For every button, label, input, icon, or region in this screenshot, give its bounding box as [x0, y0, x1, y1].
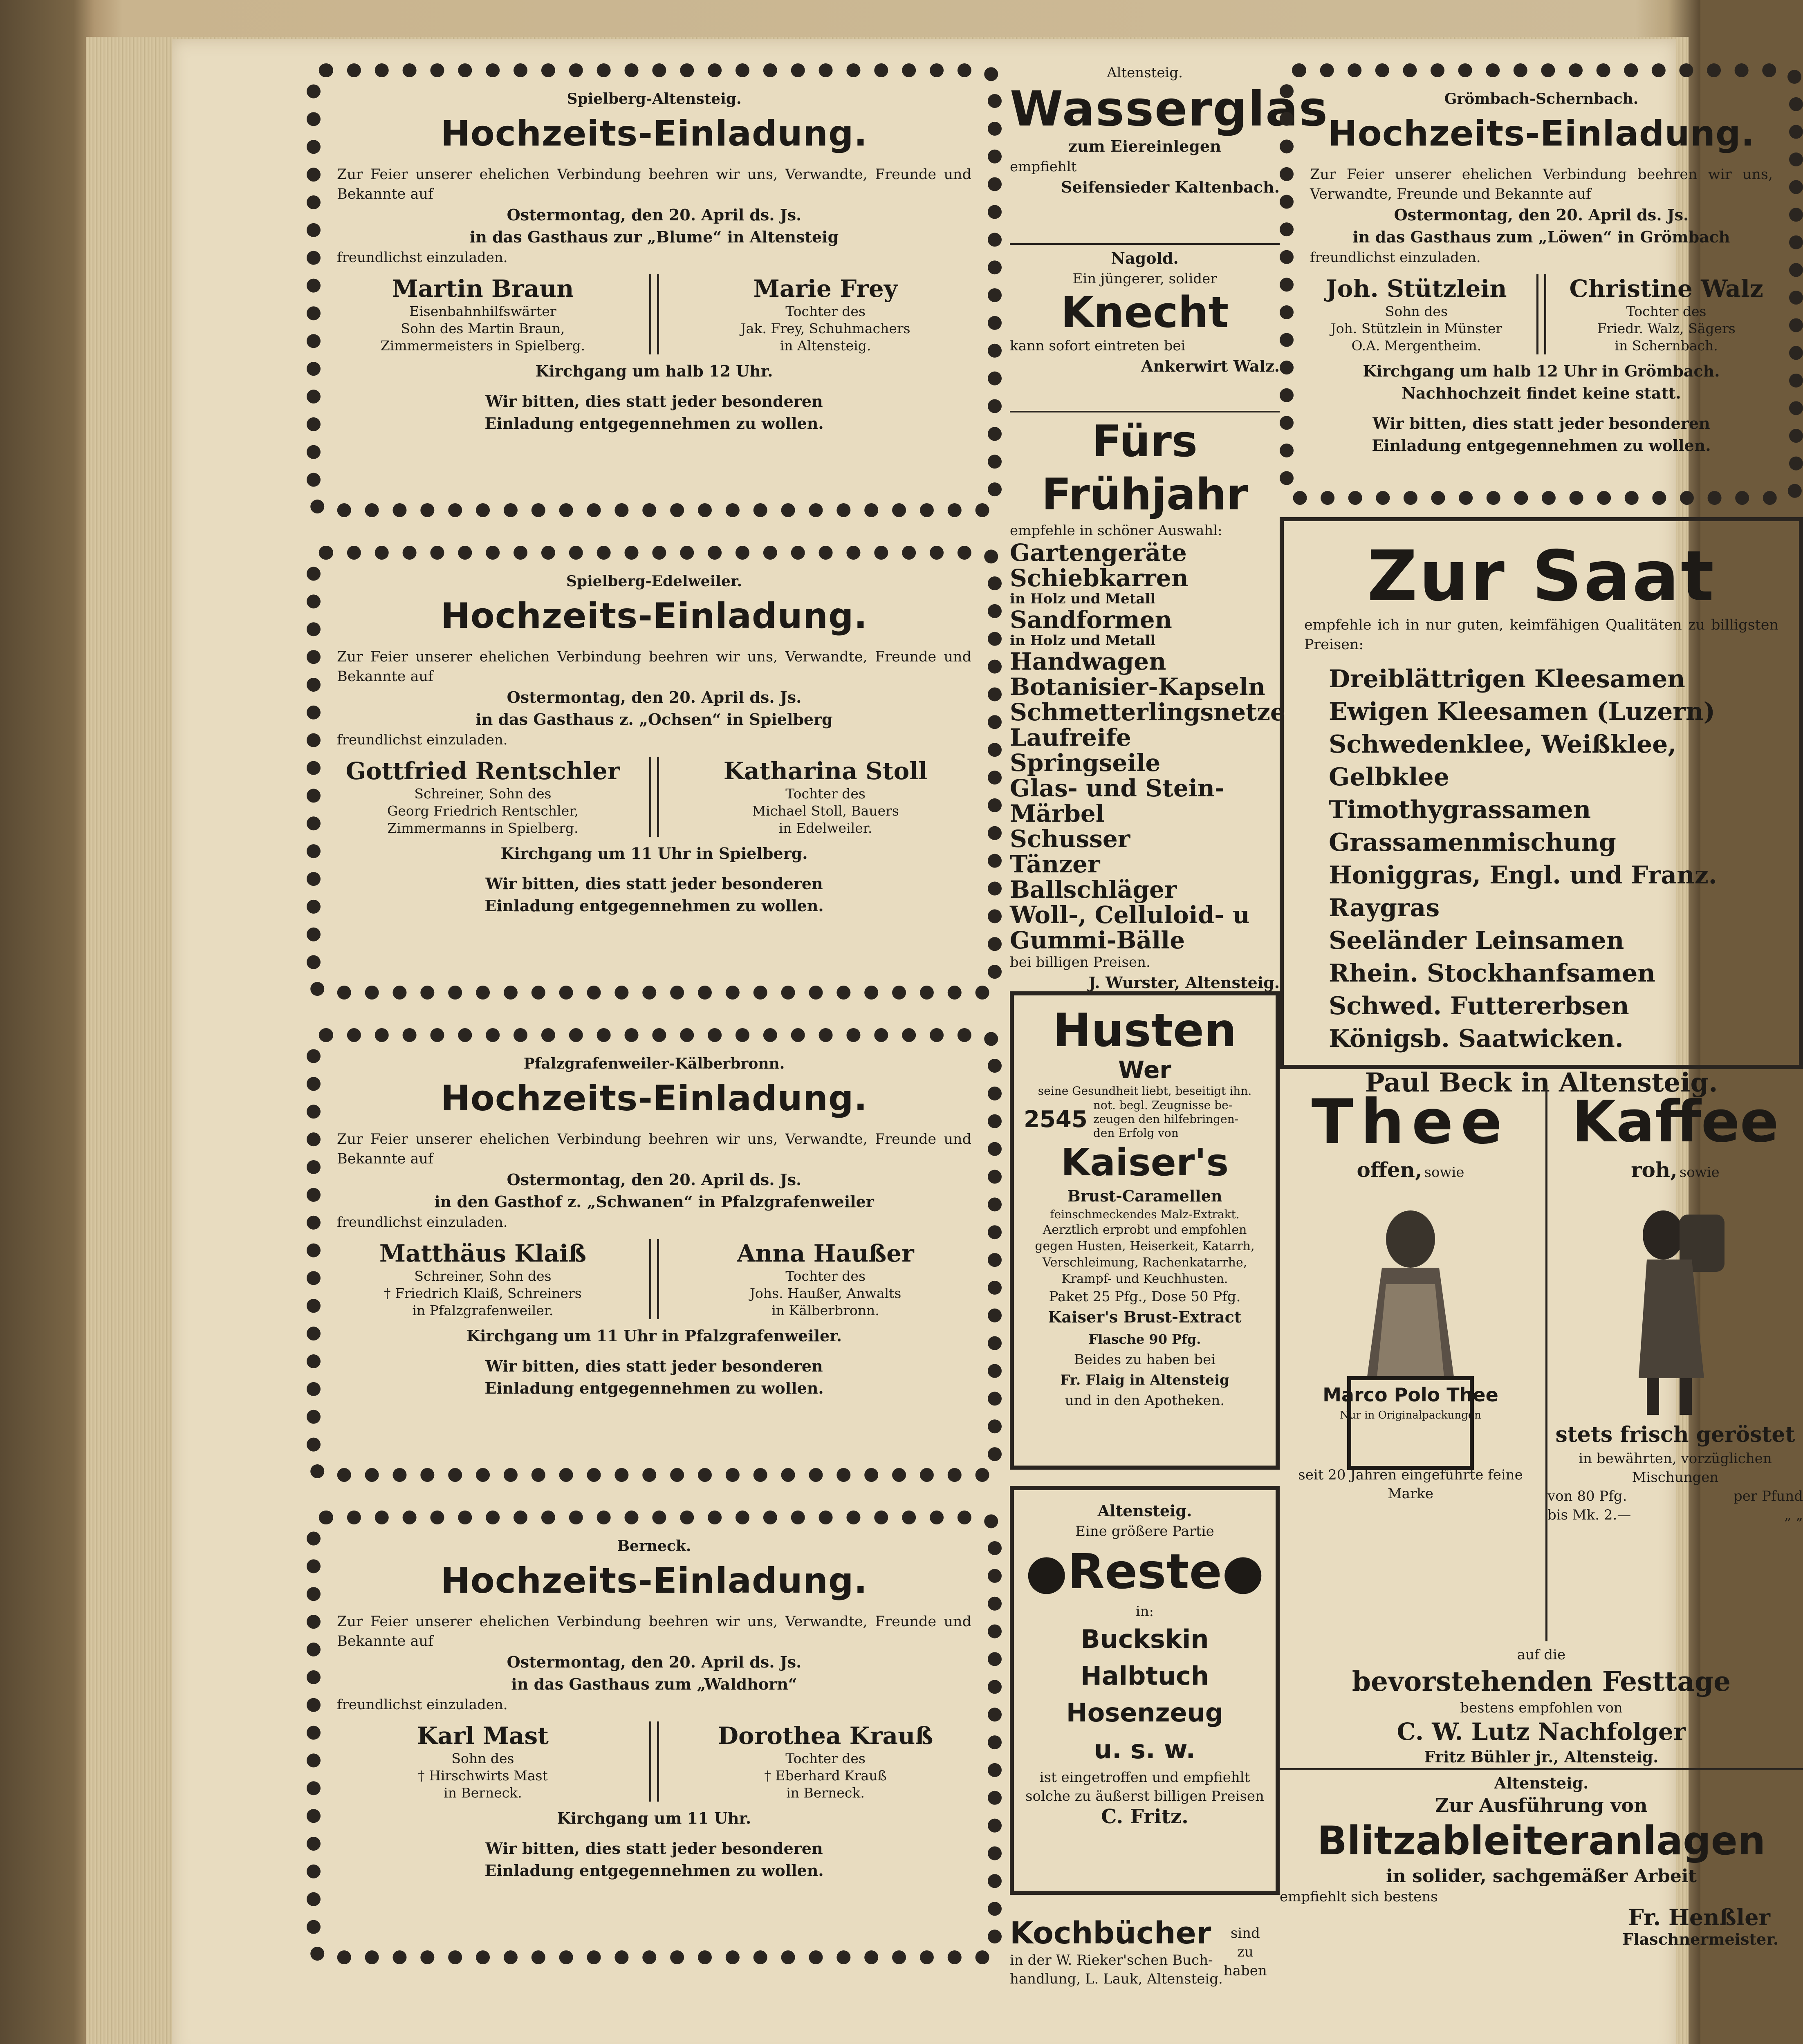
list-item: Ballschläger: [1010, 876, 1177, 903]
list-item: Sandformen: [1010, 606, 1172, 634]
ad-text: seit 20 Jahren eingeführte feine Marke: [1298, 1467, 1523, 1502]
ad-text: zeugen den hilfebringen-: [1093, 1112, 1239, 1126]
groom-name: Joh. Stützlein: [1326, 275, 1507, 303]
bride-line: Tochter des: [1626, 303, 1707, 319]
ad-title: Knecht: [1061, 287, 1229, 337]
groom-line: Sohn des: [1385, 303, 1448, 319]
list-item: Grassamenmischung: [1329, 828, 1616, 857]
couple-names: [337, 757, 971, 837]
ad-product: Kaiser's Brust-Extract: [1048, 1308, 1242, 1326]
testimonial-count: 2545: [1024, 1106, 1088, 1133]
invitation-ad: [307, 1511, 1002, 1964]
ad-seller: C. W. Lutz Nachfolger: [1397, 1718, 1686, 1746]
invitation-intro: Zur Feier unserer ehelichen Verbindung beehren wir uns, Verwandte, Freunde und Bekannte auf: [337, 1131, 971, 1167]
testimonial-text: [1093, 1098, 1238, 1140]
invitation-date: Ostermontag, den 20. April ds. Js.: [507, 206, 802, 224]
ad-text: Eine größere Partie: [1075, 1523, 1214, 1540]
ad-price: bis Mk. 2.—: [1547, 1507, 1631, 1523]
invitation-title: Hochzeits-Einladung.: [440, 113, 868, 154]
list-item: Schiebkarren: [1010, 564, 1189, 592]
ad-kochbuecher: [1010, 1907, 1280, 1997]
ad-reste: [1010, 1486, 1280, 1895]
item-list: [1329, 663, 1778, 1055]
list-item: Ewigen Kleesamen (Luzern): [1329, 697, 1715, 726]
ad-price: Paket 25 Pfg., Dose 50 Pfg.: [1049, 1289, 1241, 1305]
bride-line: Johs. Haußer, Anwalts: [749, 1285, 902, 1301]
bride-line: † Eberhard Krauß: [764, 1768, 887, 1784]
groom-line: † Friedrich Klaiß, Schreiners: [384, 1285, 582, 1301]
bride-line: Tochter des: [785, 1268, 866, 1284]
bride-line: Tochter des: [785, 786, 866, 802]
invitation-please: Einladung entgegennehmen zu wollen.: [1372, 436, 1711, 455]
bride-line: Michael Stoll, Bauers: [752, 803, 899, 819]
ad-saat: [1280, 517, 1803, 1098]
groom: [337, 274, 629, 354]
invitation-title: Hochzeits-Einladung.: [440, 596, 868, 637]
divider: [1010, 243, 1280, 245]
ad-text: Zur Ausführung von: [1435, 1794, 1648, 1816]
groom-name: Matthäus Klaiß: [379, 1239, 587, 1267]
invitation-invite: freundlichst einzuladen.: [337, 1697, 508, 1713]
ad-text: in:: [1135, 1603, 1154, 1620]
ad-title: ●Reste●: [1025, 1543, 1264, 1600]
list-item: Dreiblättrigen Kleesamen: [1329, 665, 1685, 693]
list-item: Timothygrassamen: [1329, 796, 1591, 824]
ad-price: von 80 Pfg.: [1547, 1488, 1627, 1504]
couple-names: [337, 274, 971, 354]
name-divider: [649, 1721, 659, 1802]
list-item: Gummi-Bälle: [1010, 926, 1185, 954]
ad-text: in bewährten, vorzüglichen: [1579, 1450, 1772, 1467]
ad-text: bestens empfohlen von: [1460, 1700, 1623, 1716]
invitation-please: Einladung entgegennehmen zu wollen.: [484, 896, 824, 915]
list-item: in Holz und Metall: [1010, 591, 1156, 607]
invitation-ad: [307, 546, 1002, 1000]
ad-text: per Pfund: [1733, 1488, 1803, 1504]
ad-place: Nagold.: [1111, 249, 1179, 267]
list-item: Märbel: [1010, 800, 1105, 827]
name-divider: [1536, 274, 1546, 354]
ad-place: Altensteig.: [1107, 65, 1183, 81]
ad-text: ist eingetroffen und empfiehlt solche zu äußerst billigen Preisen: [1025, 1769, 1264, 1804]
invitation-venue: in das Gasthaus z. „Ochsen“ in Spielberg: [475, 710, 833, 728]
groom-line: in Pfalzgrafenweiler.: [412, 1302, 554, 1318]
ad-text: bei billigen Preisen.: [1010, 954, 1150, 970]
groom-line: O.A. Mergentheim.: [1351, 338, 1482, 354]
bride: [679, 1239, 971, 1319]
invitation-date: Ostermontag, den 20. April ds. Js.: [507, 1653, 802, 1671]
ad-title: bevorstehenden Festtage: [1352, 1665, 1731, 1697]
invitation-place: Spielberg-Altensteig.: [567, 90, 742, 108]
list-item: Springseile: [1010, 749, 1161, 777]
invitation-church: Kirchgang um 11 Uhr in Spielberg.: [500, 844, 808, 863]
ad-text: den Erfolg von: [1093, 1126, 1179, 1140]
ad-text: seine Gesundheit liebt, beseitigt ihn.: [1038, 1084, 1252, 1098]
invitation-intro: Zur Feier unserer ehelichen Verbindung beehren wir uns, Verwandte, Freunde und Bekannte auf: [337, 649, 971, 685]
ad-price: Flasche 90 Pfg.: [1088, 1331, 1201, 1347]
list-item: Schusser: [1010, 825, 1130, 853]
ad-seller: J. Wurster, Altensteig.: [1088, 973, 1280, 992]
invitation-place: Spielberg-Edelweiler.: [566, 573, 742, 590]
invitation-place: Pfalzgrafenweiler-Kälberbronn.: [523, 1055, 785, 1072]
invitation-title: Hochzeits-Einladung.: [440, 1078, 868, 1119]
ad-text: Ein jüngerer, solider: [1072, 271, 1217, 287]
bride-line: Tochter des: [785, 303, 866, 319]
groom-line: Eisenbahnhilfswärter: [409, 303, 556, 319]
list-item: Schwed. Futtererbsen: [1329, 992, 1629, 1020]
bride-line: Jak. Frey, Schuhmachers: [740, 320, 910, 336]
invitation-venue: in das Gasthaus zum „Löwen“ in Grömbach: [1352, 228, 1730, 246]
couple-names: [337, 1239, 971, 1319]
bride-line: in Berneck.: [786, 1785, 865, 1801]
divider: [1280, 1768, 1803, 1770]
bride-line: in Altensteig.: [780, 338, 871, 354]
invitation-ad: [307, 1028, 1002, 1482]
list-item: Königsb. Saatwicken.: [1329, 1024, 1624, 1053]
list-item: Seeländer Leinsamen: [1329, 926, 1624, 955]
list-item: Gartengeräte: [1010, 539, 1187, 567]
list-item: Handwagen: [1010, 648, 1166, 675]
invitation-date: Ostermontag, den 20. April ds. Js.: [507, 688, 802, 706]
invitation-place: Berneck.: [617, 1537, 691, 1555]
ad-place: Altensteig.: [1494, 1774, 1589, 1792]
ad-text: stets frisch geröstet: [1555, 1422, 1795, 1447]
ad-text: und in den Apotheken.: [1065, 1392, 1225, 1409]
ad-festtage: [1280, 1645, 1803, 1764]
couple-names: [337, 1721, 971, 1802]
ad-wasserglas: [1010, 63, 1329, 235]
couple-names: [1310, 274, 1773, 354]
ad-seller: Fritz Bühler jr., Altensteig.: [1424, 1748, 1659, 1766]
ad-title: Husten: [1053, 1004, 1237, 1057]
ad-knecht: [1010, 247, 1280, 407]
tin-brand: Marco Polo Thee: [1323, 1384, 1498, 1406]
newspaper-page: [172, 39, 1803, 2044]
groom-name: Gottfried Rentschler: [345, 757, 620, 785]
invitation-date: Ostermontag, den 20. April ds. Js.: [507, 1170, 802, 1189]
invitation-church: Kirchgang um 11 Uhr.: [557, 1809, 751, 1827]
ad-text: empfehle ich in nur guten, keimfähigen Qualitäten zu billigsten Preisen:: [1304, 617, 1778, 653]
ad-blitz: [1280, 1772, 1803, 2001]
invitation-date: Ostermontag, den 20. April ds. Js.: [1394, 206, 1689, 224]
invitation-church: Kirchgang um halb 12 Uhr.: [535, 362, 773, 380]
ad-seller: Fr. Henßler: [1628, 1904, 1770, 1930]
bride-line: Friedr. Walz, Sägers: [1597, 320, 1736, 336]
list-item: Schwedenklee, Weißklee, Gelbklee: [1329, 730, 1677, 791]
ad-text: feinschmeckendes Malz-Extrakt.: [1050, 1208, 1240, 1221]
ad-seller: Seifensieder Kaltenbach.: [1061, 178, 1280, 196]
invitation-place: Grömbach-Schernbach.: [1444, 90, 1639, 108]
groom: [1310, 274, 1523, 354]
ad-place: Altensteig.: [1097, 1502, 1192, 1520]
invitation-please: Wir bitten, dies statt jeder besonderen: [485, 874, 823, 893]
ad-text: in der W. Rieker'schen Buch-: [1010, 1952, 1213, 1968]
ad-title: Kaffee: [1572, 1089, 1779, 1155]
groom-line: Sohn des: [451, 1750, 514, 1766]
invitation-venue: in das Gasthaus zum „Waldhorn“: [511, 1675, 797, 1693]
bride-line: in Kälberbronn.: [771, 1302, 879, 1318]
invitation-invite: freundlichst einzuladen.: [337, 732, 508, 748]
tin-text: Nur in Originalpackungen: [1340, 1409, 1481, 1421]
ad-text: Flaschnermeister.: [1622, 1930, 1778, 1948]
tea-merchant-illustration: [1325, 1190, 1496, 1484]
groom-line: † Hirschwirts Mast: [418, 1768, 548, 1784]
invitation-title: Hochzeits-Einladung.: [1328, 113, 1755, 154]
bride: [679, 274, 971, 354]
invitation-church: Kirchgang um 11 Uhr in Pfalzgrafenweiler.: [466, 1327, 842, 1345]
list-item: in Holz und Metall: [1010, 632, 1156, 649]
groom-line: Joh. Stützlein in Münster: [1330, 320, 1502, 336]
invitation-venue: in den Gasthof z. „Schwanen“ in Pfalzgrafenweiler: [434, 1192, 874, 1211]
ad-text: sowie: [1424, 1164, 1464, 1181]
coffee-carrier-illustration: [1610, 1190, 1741, 1419]
ad-text: auf die: [1517, 1647, 1566, 1663]
ad-text: Beides zu haben bei: [1074, 1351, 1216, 1368]
ad-text: handlung, L. Lauk, Altensteig.: [1010, 1971, 1223, 1987]
name-divider: [649, 274, 659, 354]
testimonial-row: [1024, 1098, 1266, 1140]
invitation-intro: Zur Feier unserer ehelichen Verbindung beehren wir uns, Verwandte, Freunde und Bekannte auf: [337, 166, 971, 202]
ad-subtitle: offen,: [1357, 1158, 1422, 1182]
ad-title: Fürs Frühjahr: [1041, 416, 1248, 520]
groom-line: Zimmermanns in Spielberg.: [387, 820, 579, 836]
invitation-intro: Zur Feier unserer ehelichen Verbindung beehren wir uns, Verwandte, Freunde und Bekannte auf: [1310, 166, 1773, 202]
ad-text: empfehle in schöner Auswahl:: [1010, 522, 1222, 539]
item-list: [1024, 1621, 1266, 1768]
invitation-please: Wir bitten, dies statt jeder besonderen: [485, 1839, 823, 1858]
ad-title: Thee: [1311, 1087, 1510, 1158]
bride-name: Katharina Stoll: [723, 757, 928, 785]
list-item: Buckskin: [1081, 1624, 1209, 1654]
ad-product: Brust-Caramellen: [1067, 1187, 1222, 1205]
ad-subtitle: zum Eiereinlegen: [1068, 137, 1221, 155]
invitation-ad: [307, 63, 1002, 517]
bride: [1560, 274, 1773, 354]
ad-text: empfiehlt: [1010, 159, 1077, 175]
invitation-ad: [1280, 63, 1803, 505]
ad-text: sind zu haben: [1223, 1925, 1267, 1979]
ad-body: [1010, 1916, 1223, 1988]
bride-name: Christine Walz: [1569, 275, 1763, 303]
ad-title: Zur Saat: [1367, 536, 1716, 617]
groom: [337, 1721, 629, 1802]
bride-line: in Schernbach.: [1615, 338, 1718, 354]
groom-name: Karl Mast: [417, 1722, 549, 1750]
invitation-please: Wir bitten, dies statt jeder besonderen: [1372, 414, 1710, 433]
name-divider: [649, 757, 659, 837]
ad-brand: Kaiser's: [1061, 1141, 1229, 1184]
invitation-invite: freundlichst einzuladen.: [337, 249, 508, 266]
ad-title: Kochbücher: [1010, 1916, 1211, 1951]
groom: [337, 1239, 629, 1319]
ad-text: empfiehlt sich bestens: [1280, 1889, 1438, 1905]
invitation-title: Hochzeits-Einladung.: [440, 1560, 868, 1601]
bride-name: Anna Haußer: [737, 1239, 914, 1267]
groom-name: Martin Braun: [392, 275, 574, 303]
ad-seller: Paul Beck in Altensteig.: [1365, 1067, 1718, 1098]
ad-text: in solider, sachgemäßer Arbeit: [1386, 1866, 1697, 1887]
ad-kaffee: [1545, 1085, 1803, 1641]
ad-subtitle: roh,: [1631, 1158, 1677, 1182]
bride: [679, 1721, 971, 1802]
bride-name: Marie Frey: [753, 275, 898, 303]
ad-seller: Fr. Flaig in Altensteig: [1060, 1372, 1229, 1388]
bride-line: Tochter des: [785, 1750, 866, 1766]
ad-title: Wasserglas: [1010, 81, 1329, 137]
list-item: Glas- und Stein-: [1010, 774, 1225, 802]
invitation-please: Wir bitten, dies statt jeder besonderen: [485, 1357, 823, 1375]
tea-tin-label: [1280, 1384, 1541, 1425]
list-item: Botanisier-Kapseln: [1010, 673, 1265, 701]
groom-line: Sohn des Martin Braun,: [401, 320, 565, 336]
invitation-intro: Zur Feier unserer ehelichen Verbindung beehren wir uns, Verwandte, Freunde und Bekannte auf: [337, 1614, 971, 1650]
groom-line: Georg Friedrich Rentschler,: [387, 803, 579, 819]
price-row: [1547, 1506, 1803, 1524]
list-item: Laufreife: [1010, 724, 1131, 751]
ad-text: not. begl. Zeugnisse be-: [1093, 1098, 1233, 1112]
ad-text: Wer: [1118, 1056, 1171, 1084]
ad-text: kann sofort eintreten bei: [1010, 338, 1186, 354]
bride: [679, 757, 971, 837]
name-divider: [649, 1239, 659, 1319]
ad-fruehjahr: [1010, 415, 1285, 992]
groom: [337, 757, 629, 837]
invitation-church: Kirchgang um halb 12 Uhr in Grömbach.: [1363, 362, 1720, 380]
list-item: Schmetterlingsnetze: [1010, 698, 1285, 726]
divider: [1010, 411, 1280, 412]
bride-line: in Edelweiler.: [778, 820, 872, 836]
list-item: Tänzer: [1010, 850, 1100, 878]
ad-text: Aerztlich erprobt und empfohlen gegen Husten, Heiserkeit, Katarrh, Verschleimung, Rachenkatarrhe, Krampf- und Keuchhusten.: [1035, 1223, 1255, 1286]
list-item: Hosenzeug: [1066, 1698, 1224, 1728]
ad-title: Blitzableiteranlagen: [1317, 1818, 1766, 1864]
invitation-please: Einladung entgegennehmen zu wollen.: [484, 1379, 824, 1397]
invitation-invite: freundlichst einzuladen.: [337, 1214, 508, 1230]
invitation-invite: freundlichst einzuladen.: [1310, 249, 1481, 266]
list-item: Woll-, Celluloid- u: [1010, 901, 1250, 929]
groom-line: in Berneck.: [444, 1785, 522, 1801]
list-item: Halbtuch: [1080, 1661, 1209, 1691]
ad-title-text: Reste: [1067, 1543, 1222, 1600]
ad-seller: Ankerwirt Walz.: [1141, 357, 1280, 375]
ad-text: Mischungen: [1632, 1469, 1719, 1486]
list-item: Rhein. Stockhanfsamen: [1329, 959, 1655, 988]
bride-name: Dorothea Krauß: [718, 1722, 933, 1750]
ad-husten: [1010, 991, 1280, 1470]
item-list: [1010, 539, 1285, 954]
invitation-please: Einladung entgegennehmen zu wollen.: [484, 1861, 824, 1880]
invitation-extra: Nachhochzeit findet keine statt.: [1402, 384, 1681, 402]
invitation-please: Wir bitten, dies statt jeder besonderen: [485, 392, 823, 410]
list-item: Honiggras, Engl. und Franz. Raygras: [1329, 861, 1717, 922]
ad-text: sowie: [1679, 1164, 1720, 1181]
price-row: [1547, 1487, 1803, 1506]
invitation-venue: in das Gasthaus zur „Blume“ in Altensteig: [469, 228, 839, 246]
invitation-please: Einladung entgegennehmen zu wollen.: [484, 414, 824, 433]
groom-line: Schreiner, Sohn des: [414, 1268, 552, 1284]
ad-thee: [1280, 1085, 1541, 1641]
ad-text: „ „: [1784, 1507, 1803, 1523]
ad-seller: C. Fritz.: [1101, 1805, 1189, 1828]
groom-line: Zimmermeisters in Spielberg.: [380, 338, 585, 354]
list-item: u. s. w.: [1094, 1735, 1196, 1764]
groom-line: Schreiner, Sohn des: [414, 786, 552, 802]
